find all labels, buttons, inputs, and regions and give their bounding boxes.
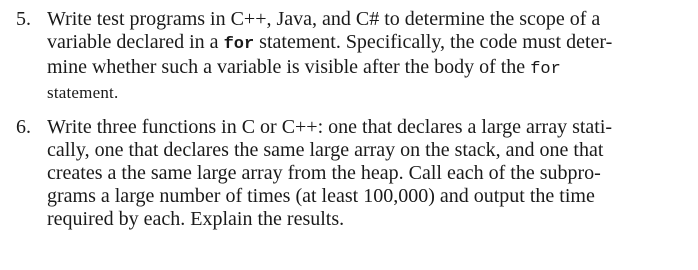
exercise-6 [0,116,687,231]
exercise-number: 5. [16,8,31,30]
exercise-line: creates a the same large array from the heap. Call each of the subpro- [47,162,601,184]
exercise-line: Write three functions in C or C++: one that declares a large array stati- [47,116,613,138]
exercise-line: cally, one that declares the same large array on the stack, and one that [47,139,604,161]
exercise-line: mine whether such a variable is visible after the body of the for [47,56,561,79]
exercise-line: grams a large number of times (at least 100,000) and output the time [47,185,595,207]
exercise-line: variable declared in a for statement. Specifically, the code must deter- [47,31,613,54]
exercise-5 [0,8,687,104]
exercise-line: statement. [47,83,119,102]
exercise-number: 6. [16,116,31,138]
exercise-line: Write test programs in C++, Java, and C# to determine the scope of a [47,8,601,30]
code-keyword: for [223,35,255,54]
exercise-line: required by each. Explain the results. [47,208,345,230]
code-keyword: for [530,60,561,79]
